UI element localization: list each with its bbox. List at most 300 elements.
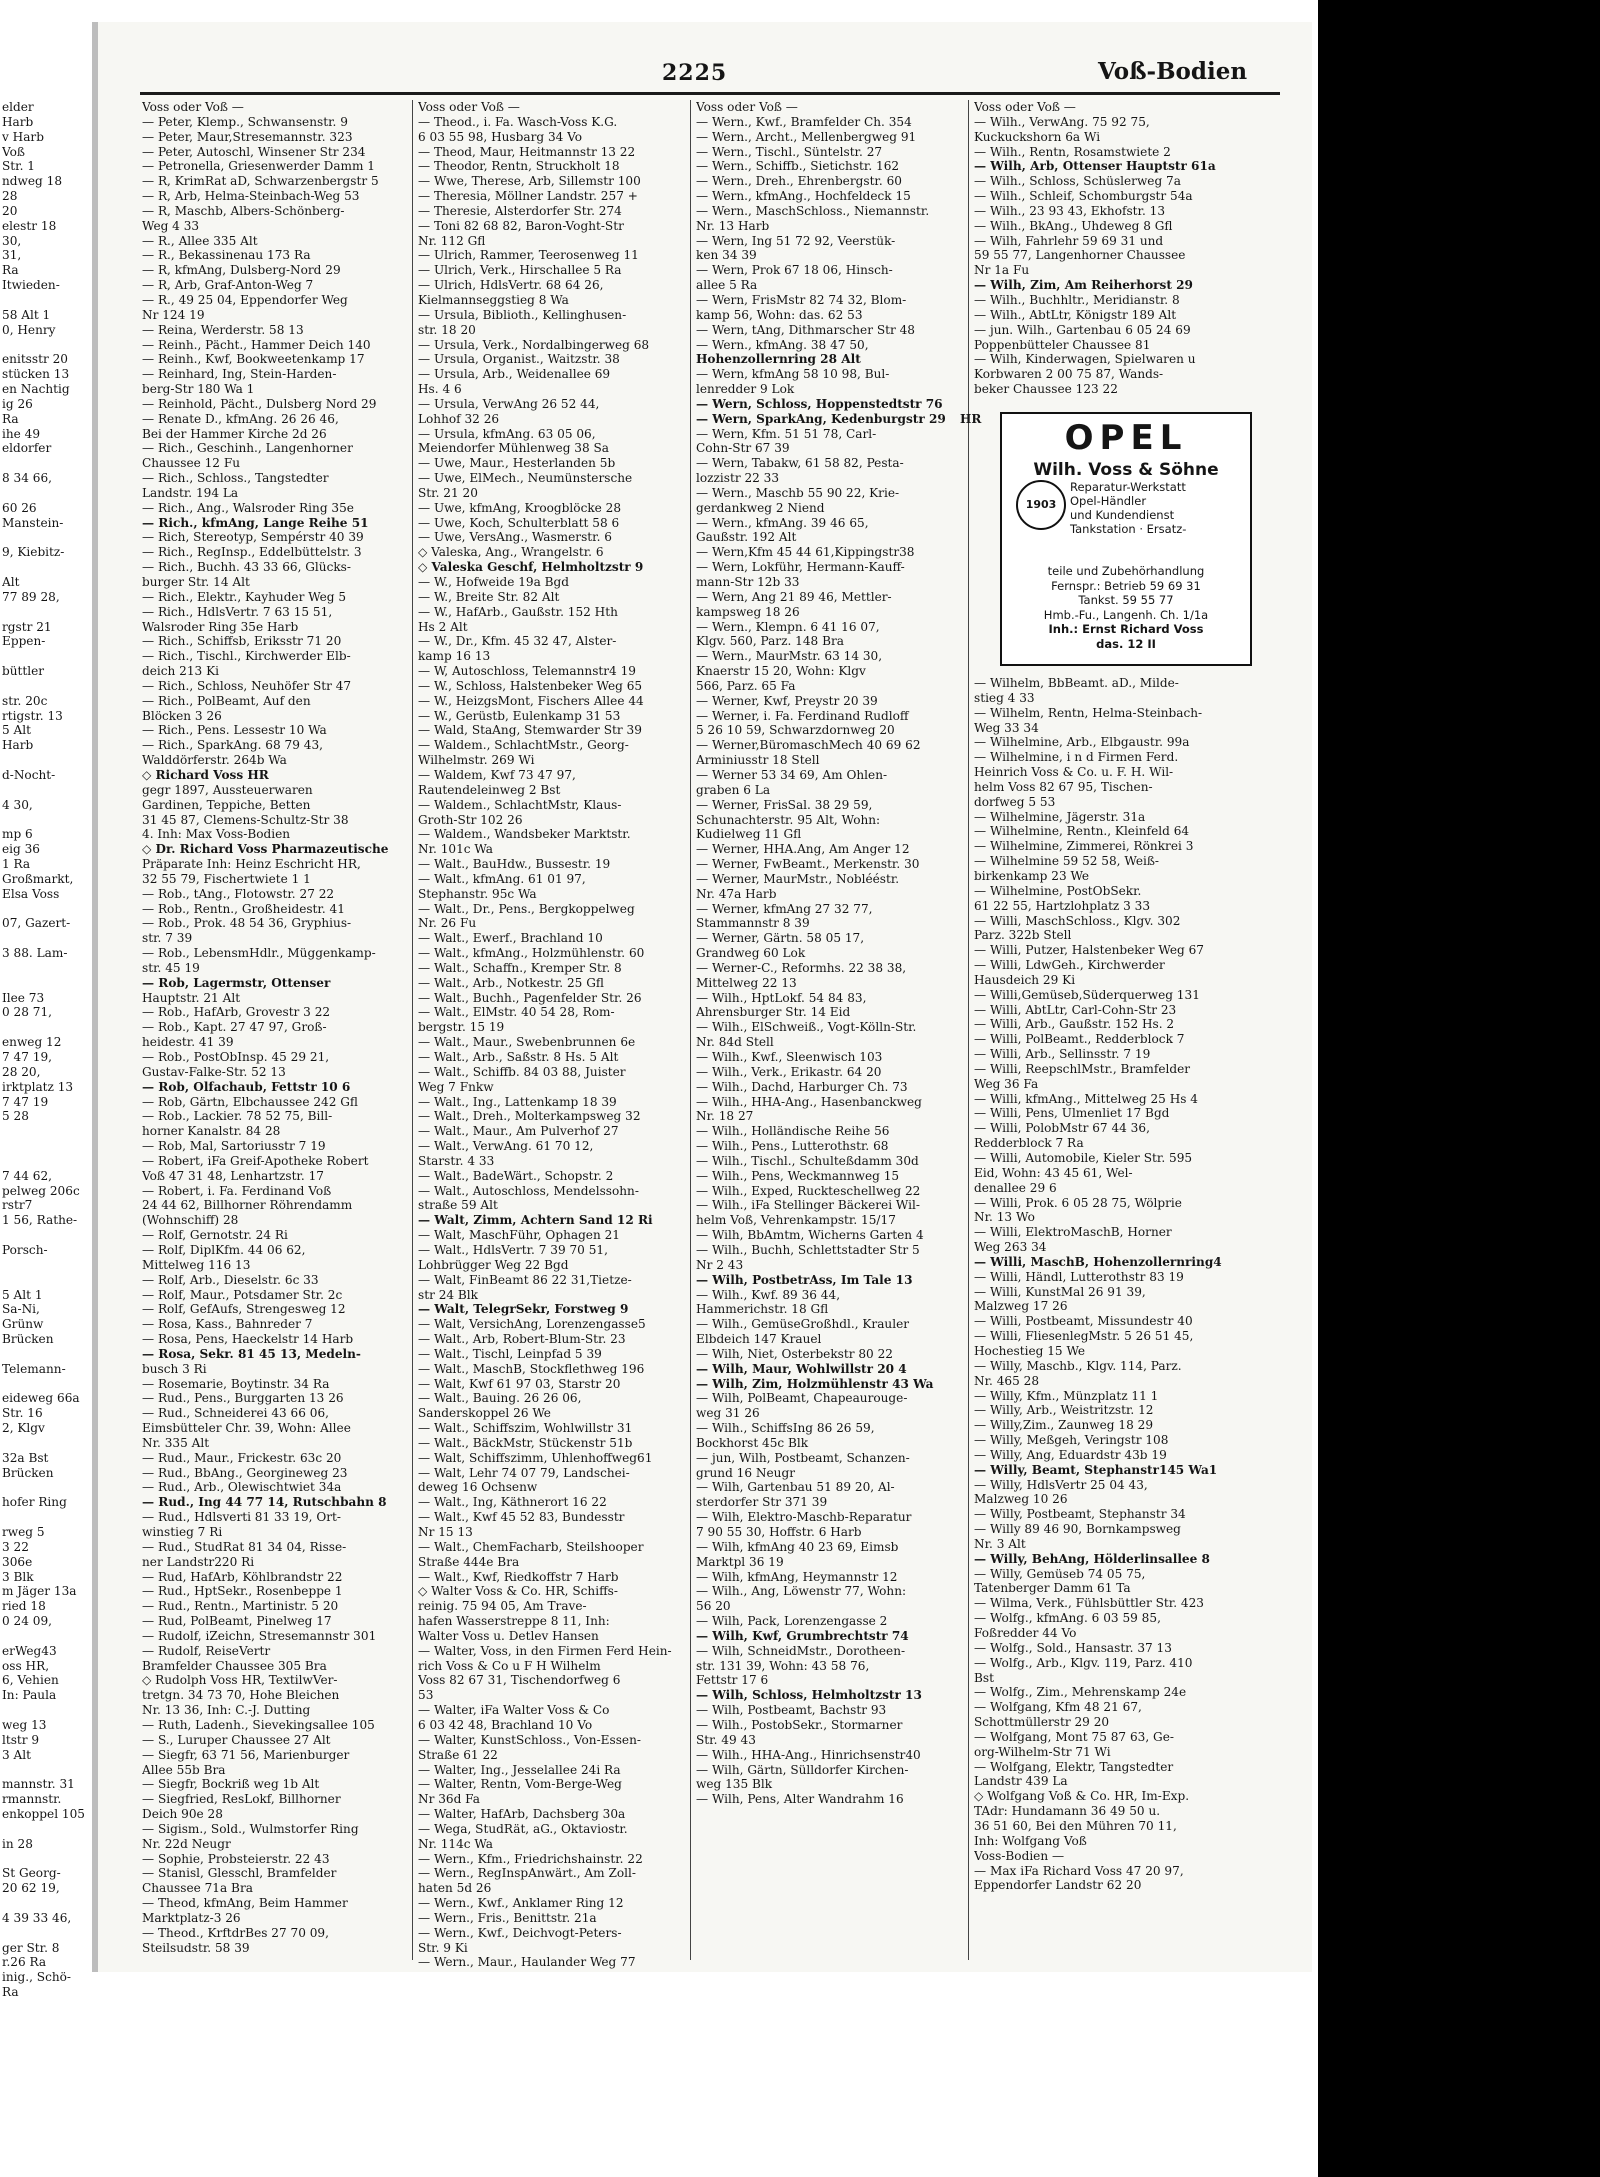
- directory-entry-line: — Wern, Lokführ, Hermann-Kauff-: [696, 560, 905, 575]
- directory-entry-line: — Wilh., GemüseGroßhdl., Krauler: [696, 1317, 910, 1332]
- directory-entry-line: — Wilh., Ang, Löwenstr 77, Wohn:: [696, 1584, 907, 1599]
- directory-entry-line: — Rud., HptSekr., Rosenbeppe 1: [142, 1584, 343, 1599]
- directory-entry-line: Steilsudstr. 58 39: [142, 1940, 250, 1955]
- directory-entry-line: Landstr. 194 La: [142, 485, 239, 500]
- directory-entry-line: Bramfelder Chaussee 305 Bra: [142, 1658, 327, 1673]
- directory-entry-line: hafen Wasserstreppe 8 11, Inh:: [418, 1614, 610, 1629]
- directory-entry-line: deweg 16 Ochsenw: [418, 1480, 538, 1495]
- directory-entry-line: Kielmannseggstieg 8 Wa: [418, 292, 569, 307]
- directory-entry-line: — Walt., Ewerf., Brachland 10: [418, 931, 603, 946]
- directory-entry-line: Nr. 114c Wa: [418, 1836, 494, 1851]
- ad-service-line: Opel-Händler: [1070, 494, 1147, 508]
- directory-entry-line: Str. 9 Ki: [418, 1940, 468, 1955]
- directory-entry-line: Weg 263 34: [974, 1240, 1047, 1255]
- directory-entry-line: — Wolfg., Zim., Mehrenskamp 24e: [974, 1685, 1187, 1700]
- directory-entry-line: — Rob., tAng., Flotowstr. 27 22: [142, 886, 335, 901]
- directory-entry-line: rich Voss & Co u F H Wilhelm: [418, 1658, 601, 1673]
- ad-service-line: Reparatur-Werkstatt: [1070, 480, 1186, 494]
- directory-entry-line: Ra: [2, 263, 19, 278]
- directory-entry-line: — Walt, MaschFühr, Ophagen 21: [418, 1228, 620, 1243]
- directory-entry-line: — Wega, StudRät, aG., Oktaviostr.: [418, 1821, 628, 1836]
- directory-entry-line: — Robert, i. Fa. Ferdinand Voß: [142, 1183, 332, 1198]
- scanner-border-right: [1318, 0, 1600, 2177]
- directory-entry-line: 9, Kiebitz-: [2, 545, 65, 560]
- directory-entry-line: — Petronella, Griesenwerder Damm 1: [142, 159, 376, 174]
- directory-entry-line: ◇ Richard Voss HR: [142, 767, 269, 782]
- directory-entry-line: — Wilhelmine, Arb., Elbgaustr. 99a: [974, 735, 1190, 750]
- directory-entry-line: — Walt., kfmAng., Holzmühlenstr. 60: [418, 946, 645, 961]
- directory-entry-line: heidestr. 41 39: [142, 1035, 234, 1050]
- directory-entry-line: Nr 15 13: [418, 1525, 473, 1539]
- directory-entry-line: — Wern., Klempn. 6 41 16 07,: [696, 619, 880, 634]
- directory-entry-line: — W., Breite Str. 82 Alt: [418, 589, 560, 604]
- directory-entry-line: ried 18: [2, 1599, 46, 1614]
- directory-entry-line: — Walt., BadeWärt., Schopstr. 2: [418, 1168, 614, 1183]
- directory-entry-line: — Willi, AbtLtr, Carl-Cohn-Str 23: [974, 1002, 1177, 1017]
- directory-entry-line: Arminiusstr 18 Stell: [696, 753, 820, 768]
- left-page-fragment: [2, 100, 88, 2030]
- directory-entry-line: Nr 36d Fa: [418, 1792, 480, 1807]
- directory-entry-line: helm Voß, Vehrenkampstr. 15/17: [696, 1213, 896, 1228]
- directory-entry-line: Groth-Str 102 26: [418, 812, 523, 827]
- ad-detail-line: Fernspr.: Betrieb 59 69 31: [1051, 578, 1201, 593]
- directory-entry-line: Großmarkt,: [2, 871, 74, 886]
- directory-entry-line: Voss oder Voß —: [418, 100, 520, 114]
- directory-entry-line: — Rich., SparkAng. 68 79 43,: [142, 738, 324, 753]
- directory-entry-line: — Rud., BbAng., Georgineweg 23: [142, 1465, 348, 1480]
- directory-entry-line: [2, 902, 88, 917]
- directory-entry-line: [2, 1822, 88, 1837]
- directory-entry-line: — Rud., Pens., Burggarten 13 26: [142, 1391, 344, 1406]
- directory-entry-line: [2, 1377, 88, 1392]
- directory-entry-line: — Wilh., Schleif, Schomburgstr 54a: [974, 189, 1193, 204]
- directory-entry-line: — Wilh, Kwf, Grumbrechtstr 74: [696, 1628, 909, 1643]
- directory-entry-line: weg 31 26: [696, 1406, 760, 1421]
- directory-entry-line: — Wern., Dreh., Ehrenbergstr. 60: [696, 174, 902, 189]
- directory-entry-line: [2, 783, 88, 798]
- directory-entry-line: Eimsbütteler Chr. 39, Wohn: Allee: [142, 1421, 351, 1436]
- directory-entry-line: 5 26 10 59, Schwarzdornweg 20: [696, 723, 895, 738]
- directory-entry-line: — Walt., Maur., Swebenbrunnen 6e: [418, 1035, 636, 1050]
- directory-entry-line: d-Nocht-: [2, 767, 56, 782]
- directory-entry-line: — Wilhelmine 59 52 58, Weiß-: [974, 854, 1160, 869]
- directory-entry-line: — R., Allee 335 Alt: [142, 233, 258, 248]
- directory-entry-line: Straße 61 22: [418, 1747, 498, 1762]
- directory-entry-line: — Rich., Schloss, Neuhöfer Str 47: [142, 678, 352, 693]
- directory-entry-line: 28: [2, 189, 18, 204]
- directory-entry-line: — Walt, Kwf 61 97 03, Starstr 20: [418, 1376, 621, 1391]
- directory-entry-line: — Rosemarie, Boytinstr. 34 Ra: [142, 1376, 330, 1391]
- directory-entry-line: — Walter, Voss, in den Firmen Ferd Hein-: [418, 1643, 672, 1658]
- directory-entry-line: — Walt., Schaffn., Kremper Str. 8: [418, 960, 622, 975]
- directory-entry-line: — R, Arb, Graf-Anton-Weg 7: [142, 278, 314, 293]
- directory-entry-line: — Wilh., Pens., Lutterothstr. 68: [696, 1139, 889, 1154]
- directory-entry-line: — Werner, i. Fa. Ferdinand Rudloff: [696, 708, 909, 723]
- directory-entry-line: Alt: [2, 575, 20, 589]
- directory-entry-line: 31,: [2, 248, 22, 263]
- directory-entry-line: 36 51 60, Bei den Mühren 70 11,: [974, 1818, 1177, 1833]
- directory-entry-line: allee 5 Ra: [696, 278, 758, 293]
- directory-entry-line: — Theod., i. Fa. Wasch-Voss K.G.: [418, 114, 618, 129]
- directory-entry-line: Voss 82 67 31, Tischendorfweg 6: [418, 1673, 621, 1688]
- directory-entry-line: reinig. 75 94 05, Am Trave-: [418, 1599, 587, 1614]
- directory-entry-line: elestr 18: [2, 218, 57, 233]
- directory-entry-line: — W., Dr., Kfm. 45 32 47, Alster-: [418, 634, 617, 649]
- directory-entry-line: — Wilh., iFa Stellinger Bäckerei Wil-: [696, 1198, 920, 1213]
- directory-entry-line: org-Wilhelm-Str 71 Wi: [974, 1744, 1111, 1759]
- directory-entry-line: — Willy, Postbeamt, Stephanstr 34: [974, 1507, 1186, 1522]
- directory-entry-line: — Wilh., Dachd, Harburger Ch. 73: [696, 1079, 908, 1094]
- directory-entry-line: — Wern., MaurMstr. 63 14 30,: [696, 649, 883, 664]
- directory-entry-line: — Wilhelmine, i n d Firmen Ferd.: [974, 750, 1179, 765]
- directory-entry-line: 0, Henry: [2, 322, 56, 337]
- directory-entry-line: Weg 33 34: [974, 720, 1039, 735]
- directory-entry-line: — Werner 53 34 69, Am Ohlen-: [696, 767, 888, 782]
- directory-entry-line: — Ursula, Biblioth., Kellinghusen-: [418, 307, 627, 322]
- directory-entry-line: 7 44 62,: [2, 1168, 53, 1183]
- directory-entry-line: — Wern, Ang 21 89 46, Mettler-: [696, 589, 892, 604]
- directory-entry-line: Manstein-: [2, 515, 64, 530]
- directory-entry-line: — Walt, Zimm, Achtern Sand 12 Ri: [418, 1213, 653, 1228]
- column-divider: [968, 100, 969, 1960]
- directory-entry-line: 6 03 42 48, Brachland 10 Vo: [418, 1717, 593, 1732]
- directory-entry-line: In: Paula: [2, 1688, 57, 1703]
- founding-seal: 1903: [1016, 480, 1066, 530]
- directory-entry-line: — Wald, StaAng, Stemwarder Str 39: [418, 723, 642, 738]
- directory-entry-line: — Willy, Gemüseb 74 05 75,: [974, 1566, 1146, 1581]
- directory-entry-line: — R, Arb, Helma-Steinbach-Weg 53: [142, 189, 360, 204]
- directory-entry-line: lenredder 9 Lok: [696, 382, 795, 397]
- page-number: 2225: [662, 60, 728, 86]
- directory-entry-line: [2, 1926, 88, 1941]
- directory-entry-line: Poppenbütteler Chaussee 81: [974, 337, 1151, 352]
- directory-entry-line: — Rud., Ing 44 77 14, Rutschbahn 8: [142, 1495, 387, 1510]
- directory-entry-line: Bei der Hammer Kirche 2d 26: [142, 426, 327, 441]
- directory-entry-line: Hausdeich 29 Ki: [974, 972, 1076, 987]
- directory-entry-line: — Rob., Lackier. 78 52 75, Bill-: [142, 1109, 333, 1124]
- directory-entry-line: berg-Str 180 Wa 1: [142, 382, 255, 397]
- directory-entry-line: mann-Str 12b 33: [696, 575, 800, 589]
- directory-entry-line: — Wern., Schiffb., Sietichstr. 162: [696, 159, 900, 174]
- directory-entry-line: Hs. 4 6: [418, 382, 462, 397]
- directory-entry-line: — Rich., Ang., Walsroder Ring 35e: [142, 500, 354, 515]
- directory-entry-line: [2, 486, 88, 501]
- directory-entry-line: Hauptstr. 21 Alt: [142, 990, 241, 1005]
- directory-entry-line: m Jäger 13a: [2, 1584, 77, 1599]
- directory-entry-line: 2, Klgv: [2, 1421, 45, 1436]
- directory-entry-line: — Willi, Prok. 6 05 28 75, Wölprie: [974, 1195, 1182, 1210]
- directory-entry-line: — W., HeizgsMont, Fischers Allee 44: [418, 693, 644, 708]
- directory-entry-line: [2, 530, 88, 545]
- directory-entry-line: Foßredder 44 Vo: [974, 1626, 1077, 1640]
- directory-entry-line: — Rud, HafArb, Köhlbrandstr 22: [142, 1569, 343, 1584]
- directory-entry-line: — R, KrimRat aD, Schwarzenbergstr 5: [142, 174, 379, 189]
- directory-entry-line: — Wilh., Rentn, Rosamstwiete 2: [974, 144, 1171, 159]
- directory-entry-line: — Willi, PolobMstr 67 44 36,: [974, 1121, 1150, 1136]
- directory-entry-line: irktplatz 13: [2, 1079, 74, 1094]
- directory-entry-line: — Werner,BüromaschMech 40 69 62: [696, 738, 921, 753]
- directory-entry-line: Hochestieg 15 We: [974, 1343, 1086, 1358]
- directory-entry-line: — Walt., Arb., Saßstr. 8 Hs. 5 Alt: [418, 1050, 619, 1064]
- listing-column-4-top: [974, 100, 1274, 397]
- directory-entry-line: — Wern., Maur., Haulander Weg 77: [418, 1955, 636, 1970]
- directory-entry-line: — Rich., Schiffsb, Eriksstr 71 20: [142, 634, 342, 649]
- directory-entry-line: r.26 Ra: [2, 1955, 47, 1970]
- directory-entry-line: Ahrensburger Str. 14 Eid: [696, 1005, 851, 1020]
- directory-entry-line: 28 20,: [2, 1064, 41, 1079]
- directory-entry-line: [2, 1139, 88, 1154]
- directory-entry-line: Ra: [2, 411, 19, 426]
- ad-detail-line: teile und Zubehörhandlung: [1047, 564, 1205, 578]
- directory-entry-line: — W., Schloss, Halstenbeker Weg 65: [418, 678, 643, 693]
- directory-entry-line: — Rob., HafArb, Grovestr 3 22: [142, 1005, 331, 1020]
- directory-entry-line: — Wilh, Zim, Am Reiherhorst 29: [974, 278, 1193, 293]
- directory-entry-line: — Rich., Tischl., Kirchwerder Elb-: [142, 649, 351, 664]
- directory-entry-line: — Wilh., SchiffsIng 86 26 59,: [696, 1421, 875, 1436]
- directory-entry-line: 8 34 66,: [2, 471, 53, 486]
- directory-entry-line: Schunachterstr. 95 Alt, Wohn:: [696, 812, 881, 827]
- directory-entry-line: — Wilh., Verk., Erikastr. 64 20: [696, 1064, 882, 1079]
- directory-entry-line: — Wern., RegInspAnwärt., Am Zoll-: [418, 1866, 636, 1881]
- directory-entry-line: — Rud., Rentn., Martinistr. 5 20: [142, 1599, 339, 1614]
- directory-entry-line: — Walt., ChemFacharb, Steilshooper: [418, 1539, 644, 1554]
- directory-entry-line: Lohhof 32 26: [418, 411, 500, 426]
- directory-entry-line: — Rolf, Arb., Dieselstr. 6c 33: [142, 1272, 319, 1287]
- directory-entry-line: Rautendeleinweg 2 Bst: [418, 782, 561, 797]
- directory-entry-line: rgstr 21: [2, 619, 52, 634]
- directory-entry-line: — Rosa, Sekr. 81 45 13, Medeln-: [142, 1346, 361, 1361]
- directory-entry-line: winstieg 7 Ri: [142, 1525, 223, 1539]
- directory-entry-line: — Willy, Ang, Eduardstr 43b 19: [974, 1447, 1167, 1462]
- directory-entry-line: — Waldem., SchlachtMstr., Georg-: [418, 738, 629, 753]
- directory-entry-line: Sa-Ni,: [2, 1302, 40, 1317]
- directory-entry-line: — Wern., kfmAng., Hochfeldeck 15: [696, 189, 911, 204]
- directory-entry-line: — Rob, Mal, Sartoriusstr 7 19: [142, 1139, 326, 1154]
- directory-entry-line: 0 28 71,: [2, 1005, 53, 1020]
- directory-entry-line: — Willi, ElektroMaschB, Horner: [974, 1225, 1172, 1240]
- directory-entry-line: — Rob., Prok. 48 54 36, Gryphius-: [142, 916, 352, 931]
- directory-entry-line: — Wilh, PolBeamt, Chapeaurouge-: [696, 1391, 908, 1406]
- directory-entry-line: str. 18 20: [418, 322, 476, 337]
- directory-entry-line: 58 Alt 1: [2, 307, 51, 322]
- ad-owner-line: das. 12 II: [1096, 636, 1156, 651]
- directory-entry-line: Nr. 13 Wo: [974, 1210, 1035, 1225]
- directory-entry-line: — Wilh., HHA-Ang., Hinrichsenstr40: [696, 1747, 921, 1762]
- directory-entry-line: — Walt., Maur., Am Pulverhof 27: [418, 1124, 619, 1139]
- directory-entry-line: — Ursula, Arb., Weidenallee 69: [418, 367, 611, 382]
- directory-entry-line: — Walt., Schiffb. 84 03 88, Juister: [418, 1064, 626, 1079]
- directory-entry-line: — Wolfgang, Elektr, Tangstedter: [974, 1759, 1174, 1774]
- opel-advertisement: [1000, 412, 1252, 666]
- directory-entry-line: ◇ Valeska, Ang., Wrangelstr. 6: [418, 545, 604, 560]
- directory-entry-line: Knaerstr 15 20, Wohn: Klgv: [696, 664, 866, 679]
- directory-entry-line: Meiendorfer Mühlenweg 38 Sa: [418, 441, 610, 456]
- directory-entry-line: ◇ Walter Voss & Co. HR, Schiffs-: [418, 1584, 618, 1599]
- directory-entry-line: Str. 21 20: [418, 485, 478, 500]
- directory-entry-line: — Wern, Ing 51 72 92, Veerstük-: [696, 233, 896, 248]
- directory-entry-line: Porsch-: [2, 1242, 48, 1257]
- directory-entry-line: busch 3 Ri: [142, 1361, 207, 1376]
- directory-entry-line: [2, 1480, 88, 1495]
- listing-column-1: [142, 100, 410, 1955]
- directory-entry-line: — Walt., kfmAng. 61 01 97,: [418, 871, 586, 886]
- directory-entry-line: — Waldem, Kwf 73 47 97,: [418, 767, 576, 782]
- directory-entry-line: — Ursula, kfmAng. 63 05 06,: [418, 426, 596, 441]
- directory-entry-line: en Nachtig: [2, 382, 70, 397]
- directory-entry-line: Str. 49 43: [696, 1732, 756, 1747]
- directory-entry-line: Straße 444e Bra: [418, 1554, 520, 1569]
- directory-entry-line: — Theodor, Rentn, Struckholt 18: [418, 159, 620, 174]
- directory-entry-line: — Werner-C., Reformhs. 22 38 38,: [696, 960, 907, 975]
- directory-entry-line: — Willi, Postbeamt, Missundestr 40: [974, 1314, 1193, 1329]
- directory-entry-line: — W., HafArb., Gaußstr. 152 Hth: [418, 604, 618, 619]
- ad-service-line: und Kundendienst: [1070, 508, 1175, 522]
- directory-entry-line: Weg 7 Fnkw: [418, 1079, 494, 1094]
- ad-detail-line: Tankst. 59 55 77: [1078, 593, 1174, 607]
- directory-entry-line: [2, 2000, 88, 2015]
- directory-entry-line: — jun, Wilh, Postbeamt, Schanzen-: [696, 1450, 910, 1465]
- directory-entry-line: — Wilh, SchneidMstr., Dorotheen-: [696, 1643, 906, 1658]
- directory-entry-line: — Wilh, kfmAng, Heymannstr 12: [696, 1569, 898, 1584]
- directory-entry-line: Marktplatz-3 26: [142, 1910, 241, 1925]
- directory-entry-line: — Ulrich, HdlsVertr. 68 64 26,: [418, 278, 604, 293]
- directory-entry-line: ◇ Valeska Geschf, Helmholtzstr 9: [418, 560, 644, 575]
- directory-entry-line: rweg 5: [2, 1525, 45, 1539]
- directory-entry-line: — Reina, Werderstr. 58 13: [142, 322, 304, 337]
- directory-entry-line: — Siegfr, Bockriß weg 1b Alt: [142, 1777, 320, 1792]
- directory-entry-line: Korbwaren 2 00 75 87, Wands-: [974, 367, 1164, 382]
- directory-entry-line: — Wern., Archt., Mellenbergweg 91: [696, 129, 917, 144]
- directory-entry-line: — Wilh., HHA-Ang., Hasenbanckweg: [696, 1094, 922, 1109]
- directory-entry-line: Voß 47 31 48, Lenhartzstr. 17: [142, 1168, 324, 1183]
- directory-entry-line: — Sophie, Probsteierstr. 22 43: [142, 1851, 330, 1866]
- directory-entry-line: — Toni 82 68 82, Baron-Voght-Str: [418, 218, 624, 233]
- directory-entry-line: horner Kanalstr. 84 28: [142, 1124, 281, 1139]
- directory-entry-line: — Walt., Schiffszim, Wohlwillstr 31: [418, 1421, 633, 1436]
- directory-entry-line: — Wilh., Pens, Weckmannweg 15: [696, 1168, 900, 1183]
- directory-entry-line: — Wern, SparkAng, Kedenburgstr 29: [696, 411, 946, 426]
- directory-entry-line: 566, Parz. 65 Fa: [696, 678, 796, 693]
- directory-entry-line: — Willi, Händl, Lutterothstr 83 19: [974, 1269, 1184, 1284]
- directory-entry-line: — Walt., Dreh., Molterkampsweg 32: [418, 1109, 641, 1124]
- directory-entry-line: — Waldem., SchlachtMstr, Klaus-: [418, 797, 622, 812]
- directory-entry-line: Nr. 3 Alt: [974, 1536, 1026, 1551]
- directory-entry-line: tretgn. 34 73 70, Hohe Bleichen: [142, 1688, 340, 1703]
- directory-entry-line: Fettstr 17 6: [696, 1673, 769, 1688]
- directory-entry-line: — Siegfr, 63 71 56, Marienburger: [142, 1747, 350, 1762]
- directory-entry-line: — Rich., kfmAng, Lange Reihe 51: [142, 515, 369, 530]
- directory-entry-line: — Wilh, Pens, Alter Wandrahm 16: [696, 1792, 904, 1807]
- directory-entry-line: — Rolf, Maur., Potsdamer Str. 2c: [142, 1287, 343, 1302]
- directory-entry-line: 5 28: [2, 1109, 29, 1124]
- directory-entry-line: — Willi, kfmAng., Mittelweg 25 Hs 4: [974, 1091, 1198, 1106]
- directory-entry-line: — Werner, Kwf, Preystr 20 39: [696, 693, 878, 708]
- directory-entry-line: — Renate D., kfmAng. 26 26 46,: [142, 411, 339, 426]
- directory-entry-line: enkoppel 105: [2, 1807, 85, 1822]
- directory-entry-line: 20: [2, 203, 18, 218]
- directory-entry-line: stieg 4 33: [974, 690, 1035, 705]
- directory-entry-line: — Rolf, DiplKfm. 44 06 62,: [142, 1242, 306, 1257]
- directory-entry-line: — Wern, Prok 67 18 06, Hinsch-: [696, 263, 893, 278]
- directory-entry-line: Walsroder Ring 35e Harb: [142, 619, 299, 634]
- directory-entry-line: ◇ Dr. Richard Voss Pharmazeutische: [142, 842, 389, 857]
- register-mark: HR: [960, 412, 982, 426]
- directory-entry-line: — Rud., Hdlsverti 81 33 19, Ort-: [142, 1510, 341, 1525]
- directory-entry-line: — Walt., Tischl, Leinpfad 5 39: [418, 1346, 602, 1361]
- directory-entry-line: grund 16 Neugr: [696, 1465, 795, 1480]
- directory-entry-line: — Rob., PostObInsp. 45 29 21,: [142, 1050, 330, 1064]
- directory-entry-line: Nr. 22d Neugr: [142, 1836, 231, 1851]
- directory-entry-line: — Wilh., Schloss, Schüslerweg 7a: [974, 174, 1181, 189]
- directory-entry-line: [2, 1228, 88, 1243]
- directory-entry-line: — Uwe, ElMech., Neumünstersche: [418, 471, 633, 486]
- directory-entry-line: — Rud, PolBeamt, Pinelweg 17: [142, 1614, 332, 1629]
- directory-entry-line: — Walt., Arb., Notkestr. 25 Gfl: [418, 975, 604, 990]
- directory-entry-line: — Wilh., Exped, Ruckteschellweg 22: [696, 1183, 921, 1198]
- directory-entry-line: — Rich., Geschinh., Langenhorner: [142, 441, 353, 456]
- directory-entry-line: — Wilh., Buchh, Schlettstadter Str 5: [696, 1242, 920, 1257]
- directory-entry-line: Chaussee 12 Fu: [142, 456, 241, 471]
- directory-entry-line: — Walt., BauHdw., Bussestr. 19: [418, 857, 611, 872]
- directory-entry-line: rmannstr.: [2, 1792, 62, 1807]
- directory-entry-line: — Waldem., Wandsbeker Marktstr.: [418, 827, 631, 842]
- directory-entry-line: 30,: [2, 233, 22, 248]
- directory-entry-line: Voss oder Voß —: [696, 100, 798, 114]
- directory-entry-line: — Werner, Gärtn. 58 05 17,: [696, 931, 865, 946]
- directory-entry-line: str. 45 19: [142, 960, 200, 975]
- directory-entry-line: — Wilh., Kwf., Sleenwisch 103: [696, 1050, 883, 1064]
- directory-entry-line: 61 22 55, Hartzlohplatz 3 33: [974, 898, 1151, 913]
- listing-column-3: [696, 100, 964, 1807]
- directory-entry-line: deich 213 Ki: [142, 664, 220, 679]
- directory-entry-line: graben 6 La: [696, 782, 771, 797]
- directory-entry-line: — Rich., HdlsVertr. 7 63 15 51,: [142, 604, 333, 619]
- directory-entry-line: denallee 29 6: [974, 1180, 1057, 1195]
- directory-entry-line: — Wilh, Postbeamt, Bachstr 93: [696, 1703, 887, 1718]
- directory-entry-line: v Harb: [2, 129, 44, 144]
- directory-entry-line: — Walt., MaschB, Stockflethweg 196: [418, 1361, 645, 1376]
- directory-entry-line: Grandweg 60 Lok: [696, 946, 806, 961]
- directory-entry-line: — Wilh, Fahrlehr 59 69 31 und: [974, 233, 1164, 248]
- directory-entry-line: Kudielweg 11 Gfl: [696, 827, 802, 842]
- directory-entry-line: — Willy, Maschb., Klgv. 114, Parz.: [974, 1358, 1182, 1373]
- directory-entry-line: — Willi,Gemüseb,Süderquerweg 131: [974, 987, 1200, 1002]
- directory-entry-line: 7 47 19: [2, 1094, 49, 1109]
- directory-entry-line: gegr 1897, Aussteuerwaren: [142, 782, 313, 797]
- directory-entry-line: — Walt, Lehr 74 07 79, Landschei-: [418, 1465, 630, 1480]
- directory-entry-line: [2, 1703, 88, 1718]
- directory-entry-line: — Ursula, VerwAng 26 52 44,: [418, 396, 600, 411]
- running-head: Voß-Bodien: [1098, 58, 1248, 85]
- directory-entry-line: — Willi, Arb., Sellinsstr. 7 19: [974, 1047, 1151, 1062]
- directory-entry-line: — Robert, iFa Greif-Apotheke Robert: [142, 1153, 369, 1168]
- directory-entry-line: — Wilh, Gärtn, Sülldorfer Kirchen-: [696, 1762, 909, 1777]
- directory-entry-line: — Wilh, Pack, Lorenzengasse 2: [696, 1614, 888, 1629]
- directory-entry-line: mannstr. 31: [2, 1777, 75, 1792]
- directory-entry-line: — Rob., LebensmHdlr., Müggenkamp-: [142, 946, 376, 961]
- directory-entry-line: [2, 2015, 88, 2030]
- directory-entry-line: — Willi, ReepschlMstr., Bramfelder: [974, 1061, 1191, 1076]
- directory-entry-line: [2, 1347, 88, 1362]
- directory-entry-line: — Theresia, Möllner Landstr. 257 +: [418, 189, 638, 204]
- directory-entry-line: helm Voss 82 67 95, Tischen-: [974, 779, 1153, 794]
- directory-entry-line: — Walt., Kwf 45 52 83, Bundesstr: [418, 1510, 625, 1525]
- directory-entry-line: Wilhelmstr. 269 Wi: [418, 753, 535, 768]
- directory-entry-line: erWeg43: [2, 1643, 57, 1658]
- directory-entry-line: — Wern., Kfm., Friedrichshainstr. 22: [418, 1851, 643, 1866]
- directory-entry-line: — Walt., Bauing. 26 26 06,: [418, 1391, 582, 1406]
- directory-entry-line: — Walt., VerwAng. 61 70 12,: [418, 1139, 594, 1154]
